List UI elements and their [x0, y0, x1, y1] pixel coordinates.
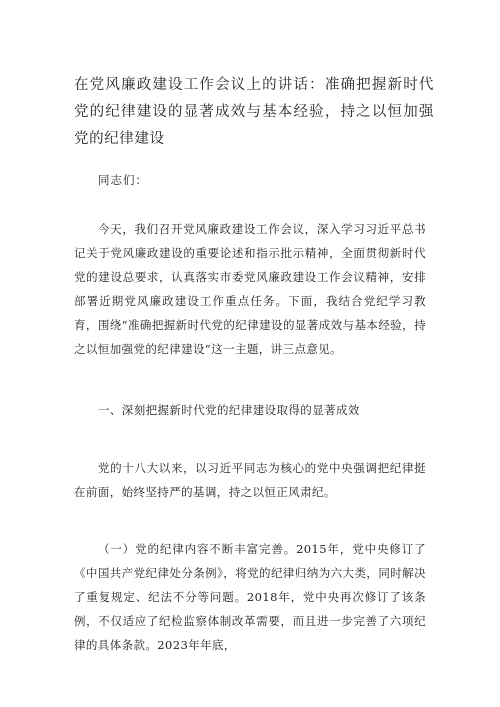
- section-heading-1: 一、深刻把握新时代党的纪律建设取得的显著成效: [98, 403, 360, 417]
- greeting: 同志们：: [98, 173, 148, 187]
- paragraph-section-1-lead: 党的十八大以来，以习近平同志为核心的党中央强调把纪律挺在前面，始终坚持严的基调，持之以恒正风肃纪。: [74, 461, 426, 499]
- paragraph-intro: 今天，我们召开党风廉政建设工作会议，深入学习习近平总书记关于党风廉政建设的重要论述和指示批示精神，全面贯彻新时代党的建设总要求，认真落实市委党风廉政建设工作会议精神，安排部署近期党风廉政建设工作重点任务。下面，我结合党纪学习教育，围绕“准确把握新时代党的纪律建设的显著成效与基本经验，持之以恒加强党的纪律建设”这一主题，讲三点意见。: [74, 222, 426, 356]
- document-title: 在党风廉政建设工作会议上的讲话：准确把握新时代党的纪律建设的显著成效与基本经验，持之以恒加强党的纪律建设: [74, 77, 434, 147]
- paragraph-subsection-1: （一）党的纪律内容不断丰富完善。2015年，党中央修订了《中国共产党纪律处分条例》，将党的纪律归纳为六大类，同时解决了重复规定、纪法不分等问题。2018年，党中央再次修订了该条例，不仅适应了纪检监察体制改革需要，而且进一步完善了六项纪律的具体条款。2023年年底，: [74, 542, 426, 652]
